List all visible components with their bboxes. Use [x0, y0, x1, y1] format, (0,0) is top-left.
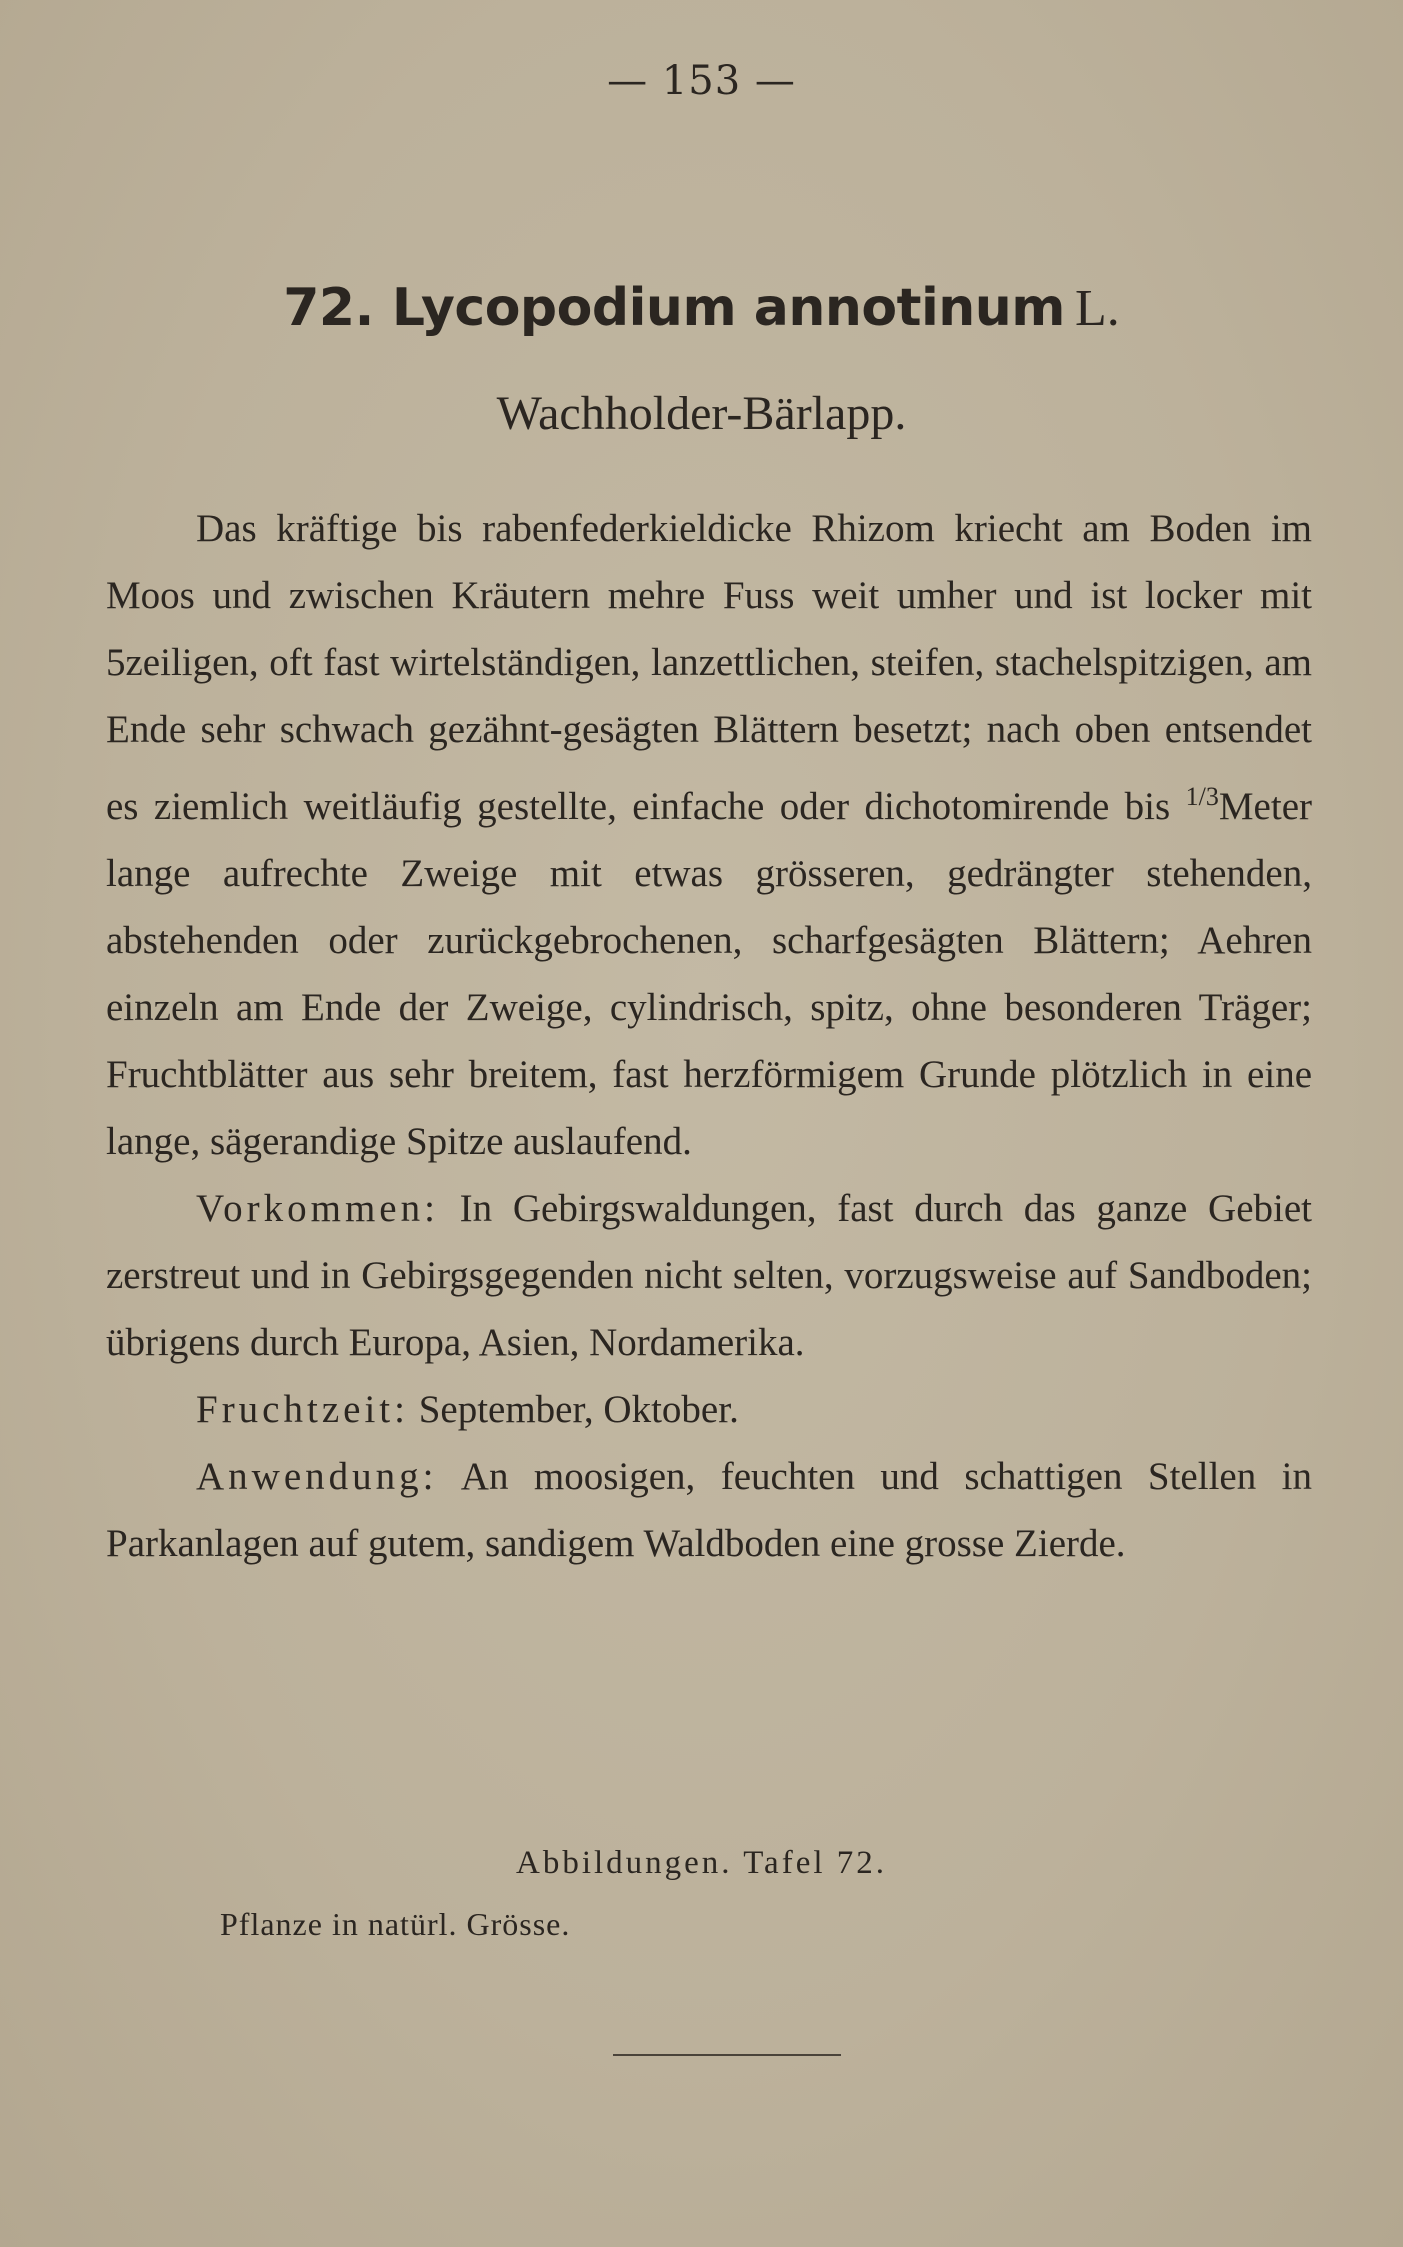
end-rule [613, 2054, 841, 2056]
figures-note: Pflanze in natürl. Grösse. [220, 1906, 571, 1942]
common-name: Wachholder-Bärlapp. [496, 387, 907, 440]
fruiting-label: Fruchtzeit: [196, 1388, 409, 1431]
fruiting-paragraph [106, 1376, 1312, 1443]
description-text: Das kräftige bis rabenfederkieldicke Rhizom kriecht am Boden im Moos und zwischen Kräutern mehre Fuss weit umher und ist locker mit 5zeiligen, oft fast wirtelständigen, lanzettlichen, steifen, stachelspitzigen, am Ende sehr schwach gezähnt-gesägten Blättern besetzt; nach oben entsendet es ziemlich weitläufig gestellte, einfache oder dichotomirende bis [106, 507, 1312, 828]
usage-text: An moosigen, feuchten und schattigen Stellen in Parkanlagen auf gutem, sandigem Waldboden eine grosse Zierde. [106, 1455, 1312, 1565]
fraction: 1/3 [1185, 782, 1219, 811]
description-paragraph [106, 495, 1312, 1175]
figures-caption: Abbildungen. Tafel 72. [515, 1845, 888, 1881]
occurrence-label: Vorkommen: [196, 1187, 439, 1230]
article-body [106, 495, 1312, 1577]
species-heading [0, 278, 1403, 338]
usage-paragraph [106, 1443, 1312, 1577]
species-name: Lycopodium annotinum [391, 278, 1065, 338]
fruiting-text: September, Oktober. [418, 1388, 739, 1431]
occurrence-paragraph [106, 1175, 1312, 1376]
species-author: L. [1074, 280, 1120, 337]
species-number: 72. [283, 278, 374, 338]
occurrence-text: In Gebirgswaldungen, fast durch das ganze Gebiet zerstreut und in Gebirgsgegenden nicht selten, vorzugsweise auf Sandboden; übrigens durch Europa, Asien, Nordamerika. [106, 1187, 1313, 1364]
description-continued: Meter lange aufrechte Zweige mit etwas grösseren, gedrängter stehenden, abstehenden oder zurückgebrochenen, scharfgesägten Blättern; Aehren einzeln am Ende der Zweige, cylindrisch, spitz, ohne besonderen Träger; Fruchtblätter aus sehr breitem, fast herzförmigem Grunde plötzlich in eine lange, sägerandige Spitze auslaufend. [106, 785, 1312, 1163]
page-number: — 153 — [607, 58, 796, 104]
usage-label: Anwendung: [196, 1455, 438, 1498]
